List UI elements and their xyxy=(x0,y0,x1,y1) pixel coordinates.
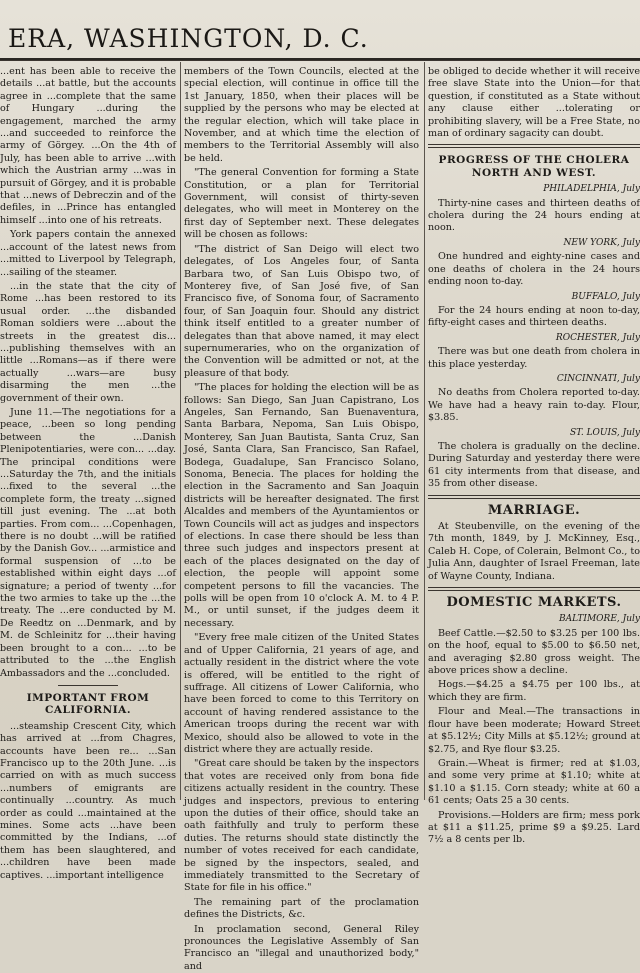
article-paragraph: In proclamation second, General Riley pronounces the Legislative Assembly of San Francisco an "illegal and unauthorized body," and xyxy=(184,923,419,972)
section-heading: DOMESTIC MARKETS. xyxy=(446,595,622,611)
dateline: BALTIMORE, July xyxy=(559,614,640,625)
article-paragraph: be obliged to decide whether it will receive free slave State into the Union—for that question, if constituted as a State without any clause either ...tolerating or prohibiting slavery, will be a Free State, no man of ordinary sagacity can doubt. xyxy=(428,66,640,140)
dateline: BUFFALO, July xyxy=(571,291,640,302)
article-paragraph: ...in the state that the city of Rome ...has been restored to its usual order. ...the disbanded Roman soldiers were ...about the streets in the greatest dis... ...publishing themselves with an little ...Romans—as if there were actually ...wars—are busy disarming the men ...the government of their own. xyxy=(0,280,176,404)
market-report: Grain.—Wheat is firmer; red at $1.03, and some very prime at $1.10; white at $1.10 a $1.15. Corn steady; white at 60 a 61 cents; Oats 25 a 30 cents. xyxy=(428,757,640,807)
column-middle xyxy=(184,66,419,972)
article-paragraph: "The district of San Deigo will elect two delegates, of Los Angeles four, of Santa Barbara two, of San Luis Obispo two, of Monterey five, of San José five, of San Francisco five, of Sonoma four, of Sacramento four, of San Joaquin four. Should any district think itself entitled to a greater number of delegates than that above named, it may elect supernumeraries, who on the organization of the Convention will be admitted or not, at the pleasure of that body. xyxy=(184,243,419,379)
news-item: No deaths from Cholera reported to-day. We have had a heavy rain to-day. Flour, $3.85. xyxy=(428,387,640,424)
dateline: ROCHESTER, July xyxy=(555,332,640,343)
dateline: ST. LOUIS, July xyxy=(570,427,640,438)
column-left xyxy=(0,66,176,881)
section-rule xyxy=(428,144,640,148)
article-paragraph: members of the Town Councils, elected at the special election, will continue in office till the 1st January, 1850, when their places will be supplied by the persons who may be elected at the regular election, which will take place in November, and at which time the election of members to the Territorial Assembly will also be held. xyxy=(184,66,419,164)
article-paragraph: "Every free male citizen of the United States and of Upper California, 21 years of age, and actually resident in the district where the vote is offered, will be entitled to the right of suffrage. All citizens of Lower California, who have been forced to come to this Territory on account of having rendered assistance to the American troops during the recent war with Mexico, should also be allowed to vote in the district where they are actually reside. xyxy=(184,632,419,755)
section-heading: IMPORTANT FROM CALIFORNIA. xyxy=(26,691,150,717)
column-rule xyxy=(424,62,425,800)
article-paragraph: June 11.—The negotiations for a peace, ...been so long pending between the ...Danish Plenipotentiaries, were con... ...day. The principal conditions were ...Saturday the 7th, and the initials ...fixed to the several ...the complete form, the treaty ...signed till just evening. The ...at both parties. From com... ...Copenhagen, there is no doubt ...will be ratified by the Danish Gov... ...armistice and formal suspension of ...to be established within eight days ...of signature; a period of twenty ...for the two armies to take up the ...the treaty. The ...ere conducted by M. De Reedtz on ...Denmark, and by M. de Schleinitz for ...their having been brought to a con... ...to be attributed to the ...the English Ambassadors and the ...concluded. xyxy=(0,406,176,679)
article-paragraph: "The places for holding the election will be as follows: San Diego, San Juan Capistrano, Los Angeles, San Fernando, San Buenaventura, Santa Barbara, Nepoma, San Luis Obispo, Monterey, San Juan Bautista, Santa Cruz, San José, Santa Clara, San Francisco, San Rafael, Bodega, Guadalupe, San Francisco Solano, Sonoma, Benecia. The places for holding the election in the Sacramento and San Joaquin districts will be hereafter designated. The first Alcaldes and members of the Ayuntamientos or Town Councils will act as judges and inspectors of elections. In case there should be less than three such judges and inspectors present at each of the places designated on the day of election, the people will appoint some competent persons to fill the vacancies. The polls will be open from 10 o'clock A. M. to 4 P. M., or until sunset, if the judges deem it necessary. xyxy=(184,382,419,629)
marriage-notice: At Steubenville, on the evening of the 7th month, 1849, by J. McKinney, Esq., Caleb H. Cope, of Colerain, Belmont Co., to Julia Ann, daughter of Israel Freeman, late of Wayne County, Indiana. xyxy=(428,521,640,582)
section-rule xyxy=(428,495,640,499)
article-paragraph: ...steamship Crescent City, which has arrived at ...from Chagres, accounts have been re... ...San Francisco up to the 20th June. ...is carried on with as much success ...numbers of emigrants are continually ...country. As much order as could ...maintained at the mines. Some acts ...have been committed by the Indians, ...of them has been slaughtered, and ...children have been made captives. ...important intelligence xyxy=(0,720,176,881)
article-paragraph: ...ent has been able to receive the details ...at battle, but the accounts agree in ...complete that the same of Hungary ...during the engagement, marched the army ...and succeeded to reinforce the army of Görgey. ...On the 4th of July, has been able to arrive ...with which the Austrian army ...was in pursuit of Görgey, and it is probable that ...news of Debreczin and of the defiles, in ...Prince has entangled himself ...into one of his retreats. xyxy=(0,66,176,226)
news-item: One hundred and eighty-nine cases and one deaths of cholera in the 24 hours ending noon to-day. xyxy=(428,251,640,288)
dateline: NEW YORK, July xyxy=(563,237,640,248)
masthead-title: ERA, WASHINGTON, D. C. xyxy=(8,24,369,53)
dateline: PHILADELPHIA, July xyxy=(543,184,640,195)
masthead-rule xyxy=(0,60,640,61)
section-heading: MARRIAGE. xyxy=(487,502,581,518)
column-right xyxy=(428,66,640,846)
news-item: There was but one death from cholera in this place yesterday. xyxy=(428,346,640,370)
article-paragraph: York papers contain the annexed ...account of the latest news from ...mitted to Liverpool by Telegraph, ...sailing of the steamer. xyxy=(0,229,176,278)
section-rule xyxy=(428,587,640,591)
article-paragraph: "The general Convention for forming a State Constitution, or a plan for Territorial Government, will consist of thirty-seven delegates, who will meet in Monterey on the first day of September next. These delegates will be chosen as follows: xyxy=(184,167,419,241)
section-rule xyxy=(58,685,118,686)
article-paragraph: The remaining part of the proclamation defines the Districts, &c. xyxy=(184,896,419,921)
masthead xyxy=(0,14,640,60)
article-paragraph: "Great care should be taken by the inspectors that votes are received only from bona fide citizens actually resident in the country. These judges and inspectors, previous to entering upon the duties of their office, should take an oath faithfully and truly to perform these duties. The returns should state distinctly the number of votes received for each candidate, be signed by the inspectors, sealed, and immediately transmitted to the Secretary of State for file in his office." xyxy=(184,758,419,894)
market-report: Beef Cattle.—$2.50 to $3.25 per 100 lbs. on the hoof, equal to $5.00 to $6.50 net, and averaging $2.80 gross weight. The above prices show a decline. xyxy=(428,627,640,677)
dateline: CINCINNATI, July xyxy=(556,373,640,384)
news-item: For the 24 hours ending at noon to-day, fifty-eight cases and thirteen deaths. xyxy=(428,304,640,329)
section-heading: PROGRESS OF THE CHOLERA NORTH AND WEST. xyxy=(438,154,630,179)
news-item: The cholera is gradually on the decline. During Saturday and yesterday there were 61 city interments from that disease, and 35 from other disease. xyxy=(428,440,640,490)
news-item: Thirty-nine cases and thirteen deaths of cholera during the 24 hours ending at noon. xyxy=(428,197,640,234)
column-rule xyxy=(180,62,181,800)
market-report: Provisions.—Holders are firm; mess pork at $11 a $11.25, prime $9 a $9.25. Lard 7½ a 8 cents per lb. xyxy=(428,809,640,846)
market-report: Hogs.—$4.25 a $4.75 per 100 lbs., at which they are firm. xyxy=(428,679,640,703)
market-report: Flour and Meal.—The transactions in flour have been moderate; Howard Street at $5.12½; City Mills at $5.12½; ground at $2.75, and Rye flour $3.25. xyxy=(428,706,640,755)
